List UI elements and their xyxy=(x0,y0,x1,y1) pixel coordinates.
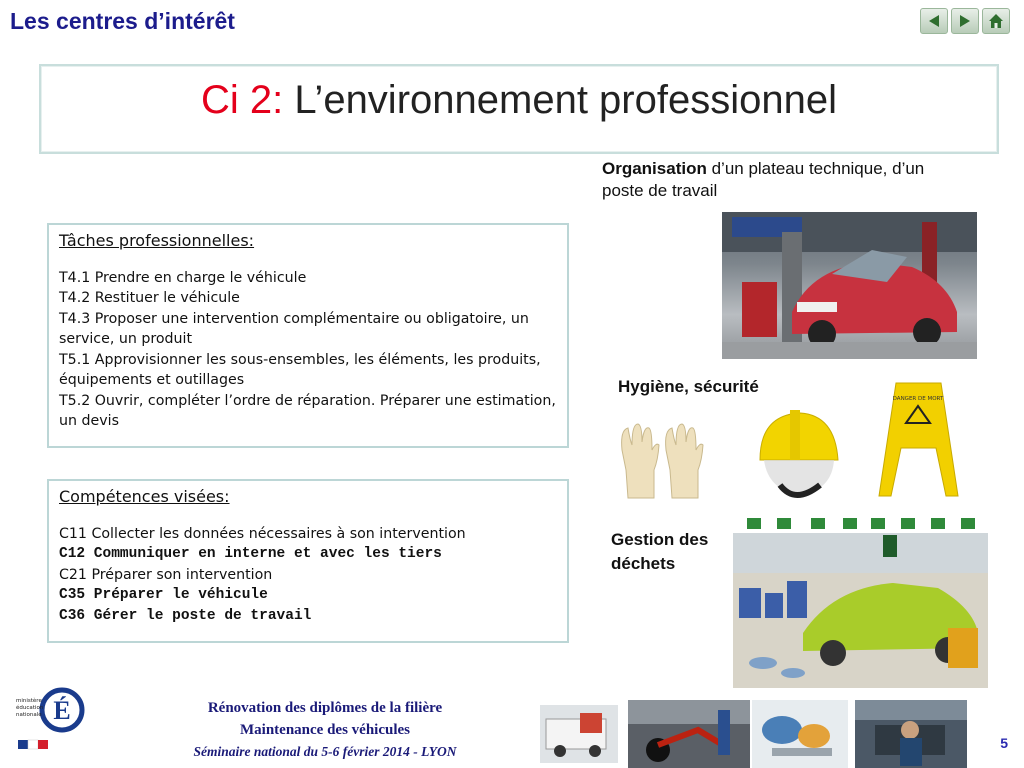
footer-line2: Maintenance des véhicules xyxy=(240,722,410,738)
page-number: 5 xyxy=(1000,735,1008,751)
hygiene-label: Hygiène, sécurité xyxy=(618,377,759,396)
ci-label: Ci 2: xyxy=(201,78,284,122)
slide-title xyxy=(41,78,997,123)
logo-line: nationale xyxy=(16,712,42,718)
warning-sign-image xyxy=(876,378,961,498)
triangle-right-icon xyxy=(956,12,974,30)
competence-item: C36 Gérer le poste de travail xyxy=(59,607,312,624)
triangle-left-icon xyxy=(925,12,943,30)
footer-line3: Séminaire national du 5-6 février 2014 - LYON xyxy=(193,744,457,759)
previous-slide-button[interactable] xyxy=(920,8,948,34)
tache-item: T4.1 Prendre en charge le véhicule xyxy=(59,269,307,286)
garage-photo xyxy=(722,212,977,359)
motorcycle-photo xyxy=(628,700,750,768)
organisation-rest: d’un plateau technique, d’un poste de travail xyxy=(602,159,925,200)
svg-text:É: É xyxy=(53,696,71,725)
footer-line1: Rénovation des diplômes de la filière xyxy=(207,700,443,716)
tache-item: T4.3 Proposer une intervention complémentaire ou obligatoire, un service, un produit xyxy=(59,310,529,347)
taches-box xyxy=(47,223,569,448)
organisation-caption xyxy=(602,158,962,202)
engine-parts-image xyxy=(752,700,848,768)
dechets-label: Gestion des déchets xyxy=(611,530,709,573)
footer-text xyxy=(150,697,500,763)
ci-subject: L’environnement professionnel xyxy=(294,78,837,122)
warning-sign-text: DANGER DE MORT xyxy=(892,396,944,402)
tache-item: T5.1 Approvisionner les sous-ensembles, les éléments, les produits, équipements et outillages xyxy=(59,351,541,388)
helmet-image xyxy=(750,405,845,505)
tache-item: T5.2 Ouvrir, compléter l’ordre de réparation. Préparer une estimation, un devis xyxy=(59,392,556,429)
organisation-bold: Organisation xyxy=(602,159,707,178)
title-box xyxy=(39,64,999,154)
home-button[interactable] xyxy=(982,8,1010,34)
competence-item: C11 Collecter les données nécessaires à son intervention xyxy=(59,525,466,542)
competence-item: C21 Préparer son intervention xyxy=(59,566,273,583)
tache-item: T4.2 Restituer le véhicule xyxy=(59,290,240,306)
workshop-illustration xyxy=(733,513,988,688)
van-photo xyxy=(540,705,618,763)
competence-item: C35 Préparer le véhicule xyxy=(59,587,268,603)
gloves-image xyxy=(614,420,709,502)
logo-line: éducation xyxy=(16,705,44,711)
competences-box xyxy=(47,479,569,643)
slide-heading: Les centres d’intérêt xyxy=(10,8,235,34)
competences-heading: Compétences visées: xyxy=(59,487,230,506)
taches-heading: Tâches professionnelles: xyxy=(59,231,255,250)
next-slide-button[interactable] xyxy=(951,8,979,34)
logo-line: ministère xyxy=(16,698,42,704)
ministry-logo xyxy=(16,680,91,762)
competence-item: C12 Communiquer en interne et avec les tiers xyxy=(59,546,442,562)
logo-text xyxy=(16,698,43,719)
mechanic-photo xyxy=(855,700,967,768)
home-icon xyxy=(987,12,1005,30)
